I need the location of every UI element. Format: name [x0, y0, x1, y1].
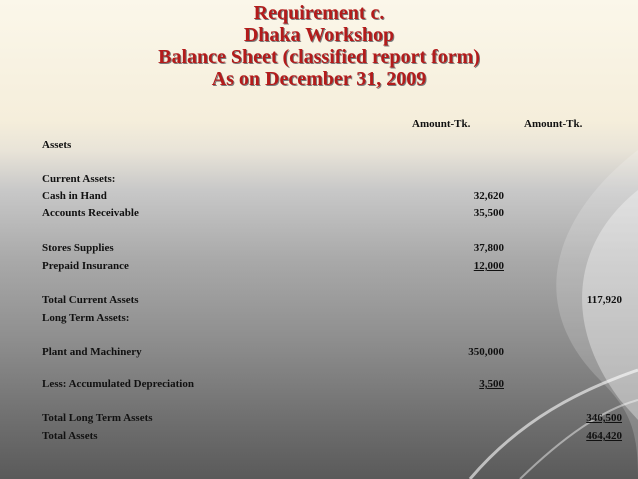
row-prepaid-insurance — [42, 260, 622, 276]
row-assets — [42, 139, 622, 155]
row-stores-supplies — [42, 242, 622, 258]
row-total-assets — [42, 430, 622, 446]
row-accumulated-depreciation — [42, 378, 622, 394]
row-amount-col2: 117,920 — [586, 294, 622, 306]
row-current-assets — [42, 173, 622, 189]
title-line-requirement: Requirement c. — [253, 2, 385, 24]
row-amount-col1: 3,500 — [479, 378, 504, 390]
row-label: Stores Supplies — [42, 242, 114, 254]
row-label: Accounts Receivable — [42, 207, 139, 219]
row-label: Prepaid Insurance — [42, 260, 129, 272]
row-amount-col1: 35,500 — [473, 207, 504, 219]
row-cash-in-hand — [42, 190, 622, 206]
row-amount-col1: 37,800 — [473, 242, 504, 254]
title-line-company: Dhaka Workshop — [243, 24, 395, 46]
title-line-date: As on December 31, 2009 — [211, 68, 427, 90]
row-amount-col2: 346,500 — [586, 412, 622, 424]
row-amount-col2: 464,420 — [586, 430, 622, 442]
row-label: Long Term Assets: — [42, 312, 130, 324]
row-label: Current Assets: — [42, 173, 116, 185]
row-total-current-assets — [42, 294, 622, 310]
row-amount-col1: 32,620 — [473, 190, 504, 202]
row-total-long-term-assets — [42, 412, 622, 428]
row-label: Less: Accumulated Depreciation — [42, 378, 194, 390]
row-plant-and-machinery — [42, 346, 622, 362]
title-line-statement: Balance Sheet (classified report form) — [158, 46, 480, 68]
row-accounts-receivable — [42, 207, 622, 223]
row-label: Total Long Term Assets — [42, 412, 153, 424]
row-label: Plant and Machinery — [42, 346, 142, 358]
column-header-amount-2: Amount-Tk. — [524, 118, 583, 130]
row-label: Total Assets — [42, 430, 98, 442]
column-header-amount-1: Amount-Tk. — [412, 118, 471, 130]
row-label: Total Current Assets — [42, 294, 139, 306]
row-label: Cash in Hand — [42, 190, 107, 202]
slide-title — [0, 2, 638, 90]
row-amount-col1: 12,000 — [473, 260, 504, 272]
row-long-term-assets — [42, 312, 622, 328]
row-label: Assets — [42, 139, 72, 151]
row-amount-col1: 350,000 — [468, 346, 504, 358]
